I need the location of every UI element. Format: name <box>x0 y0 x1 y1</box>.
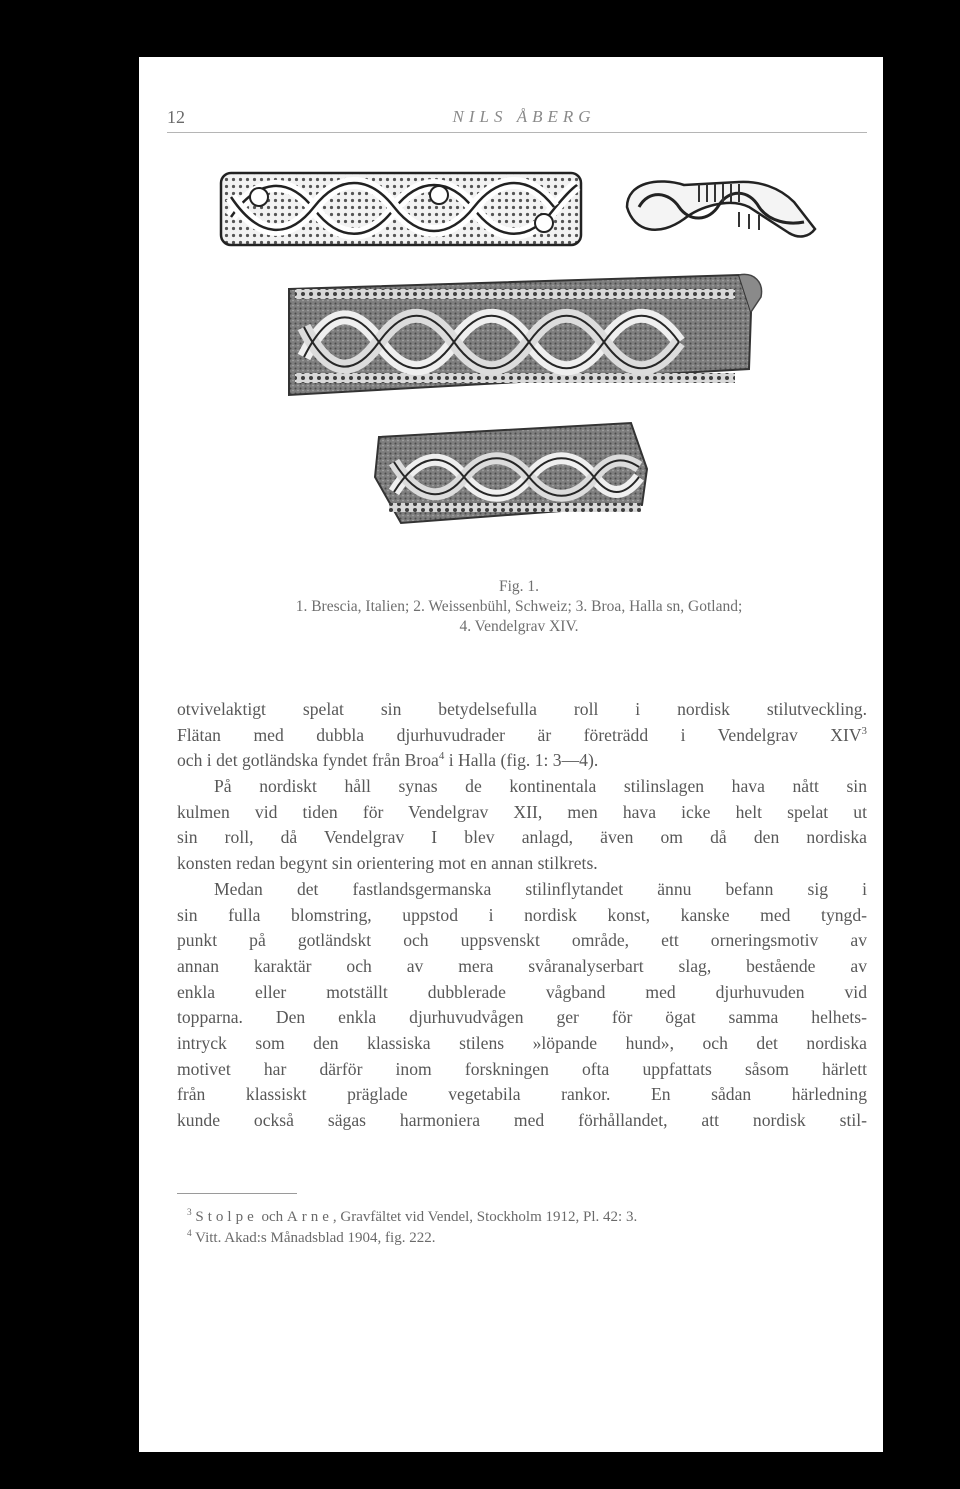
footnote-4 <box>177 1228 867 1249</box>
figure-caption <box>179 577 859 637</box>
caption-line: 4. Vendelgrav XIV. <box>459 618 579 635</box>
text-line: annan karaktär och av mera svåranalyserbart slag, bestående av <box>177 955 867 976</box>
text-line: punkt på gotländskt och uppsvenskt område, ett orneringsmotiv av <box>177 930 867 951</box>
text-line <box>177 723 867 749</box>
text-line: från klassiskt präglade vegetabila rankor. En sådan härledning <box>177 1084 867 1105</box>
footnote-marker: 3 <box>187 1208 192 1218</box>
footnote-ref: 3 <box>861 724 867 737</box>
fig-1-4-vendelgrav-fragment <box>375 423 647 523</box>
footnote-author: Stolpe <box>195 1209 258 1225</box>
text-line: topparna. Den enkla djurhuvudvågen ger för ögat samma helhets- <box>177 1007 867 1028</box>
text-line: motivet har därför inom forskningen ofta uppfattats såsom härlett <box>177 1058 867 1079</box>
footnote-ref: 4 <box>438 750 445 763</box>
text-span: , Gravfältet vid Vendel, Stockholm 1912, Pl. 42: 3. <box>332 1209 638 1225</box>
text-line: sin fulla blomstring, uppstod i nordisk konst, kanske med tyngd- <box>177 904 867 925</box>
text-line: kunde också sägas harmoniera med förhållandet, att nordisk stil- <box>177 1110 867 1130</box>
body-text <box>177 697 867 1134</box>
text-line: På nordiskt håll synas de kontinentala stilinslagen hava nått sin <box>214 776 867 797</box>
book-page <box>139 57 883 1452</box>
text-span: i Halla (fig. 1: 3—4). <box>444 750 599 771</box>
text-line: intryck som den klassiska stilens »löpande hund», och det nordiska <box>177 1032 867 1053</box>
figure-1-illustrations <box>139 57 883 577</box>
footnote-3 <box>177 1207 867 1228</box>
footnote-author: Arne <box>286 1209 333 1225</box>
text-span: och <box>257 1209 287 1225</box>
text-span: och i det gotländska fyndet från Broa <box>177 750 439 771</box>
page-number: 12 <box>167 107 185 127</box>
fig-1-2-weissenbuhl-band <box>627 181 815 236</box>
footnote-marker: 4 <box>187 1229 192 1239</box>
text-line <box>177 748 867 774</box>
text-line: konsten redan begynt sin orientering mot en annan stilkrets. <box>177 853 598 874</box>
footnotes <box>177 1207 867 1249</box>
text-span: Flätan med dubbla djurhuvudrader är företrädd i Vendelgrav XIV <box>177 724 862 745</box>
text-span: Vitt. Akad:s Månadsblad 1904, fig. 222. <box>191 1230 436 1246</box>
caption-line: 1. Brescia, Italien; 2. Weissenbühl, Schweiz; 3. Broa, Halla sn, Gotland; <box>295 598 743 615</box>
figure-label: Fig. 1. <box>498 578 540 595</box>
text-line: enkla eller motställt dubblerade vågband med djurhuvuden vid <box>177 981 867 1002</box>
fig-1-1-brescia-band <box>221 173 581 245</box>
text-line: Medan det fastlandsgermanska stilinflytandet ännu befann sig i <box>214 878 867 899</box>
text-line: otvivelaktigt spelat sin betydelsefulla roll i nordisk stilutveckling. <box>177 699 867 719</box>
fig-1-3-broa-band <box>289 274 762 395</box>
footnote-rule <box>177 1193 297 1194</box>
text-line: kulmen vid tiden för Vendelgrav XII, men hava icke helt spelat ut <box>177 801 867 822</box>
running-title: NILS ÅBERG <box>452 107 596 126</box>
text-line: sin roll, då Vendelgrav I blev anlagd, även om då den nordiska <box>177 827 867 848</box>
